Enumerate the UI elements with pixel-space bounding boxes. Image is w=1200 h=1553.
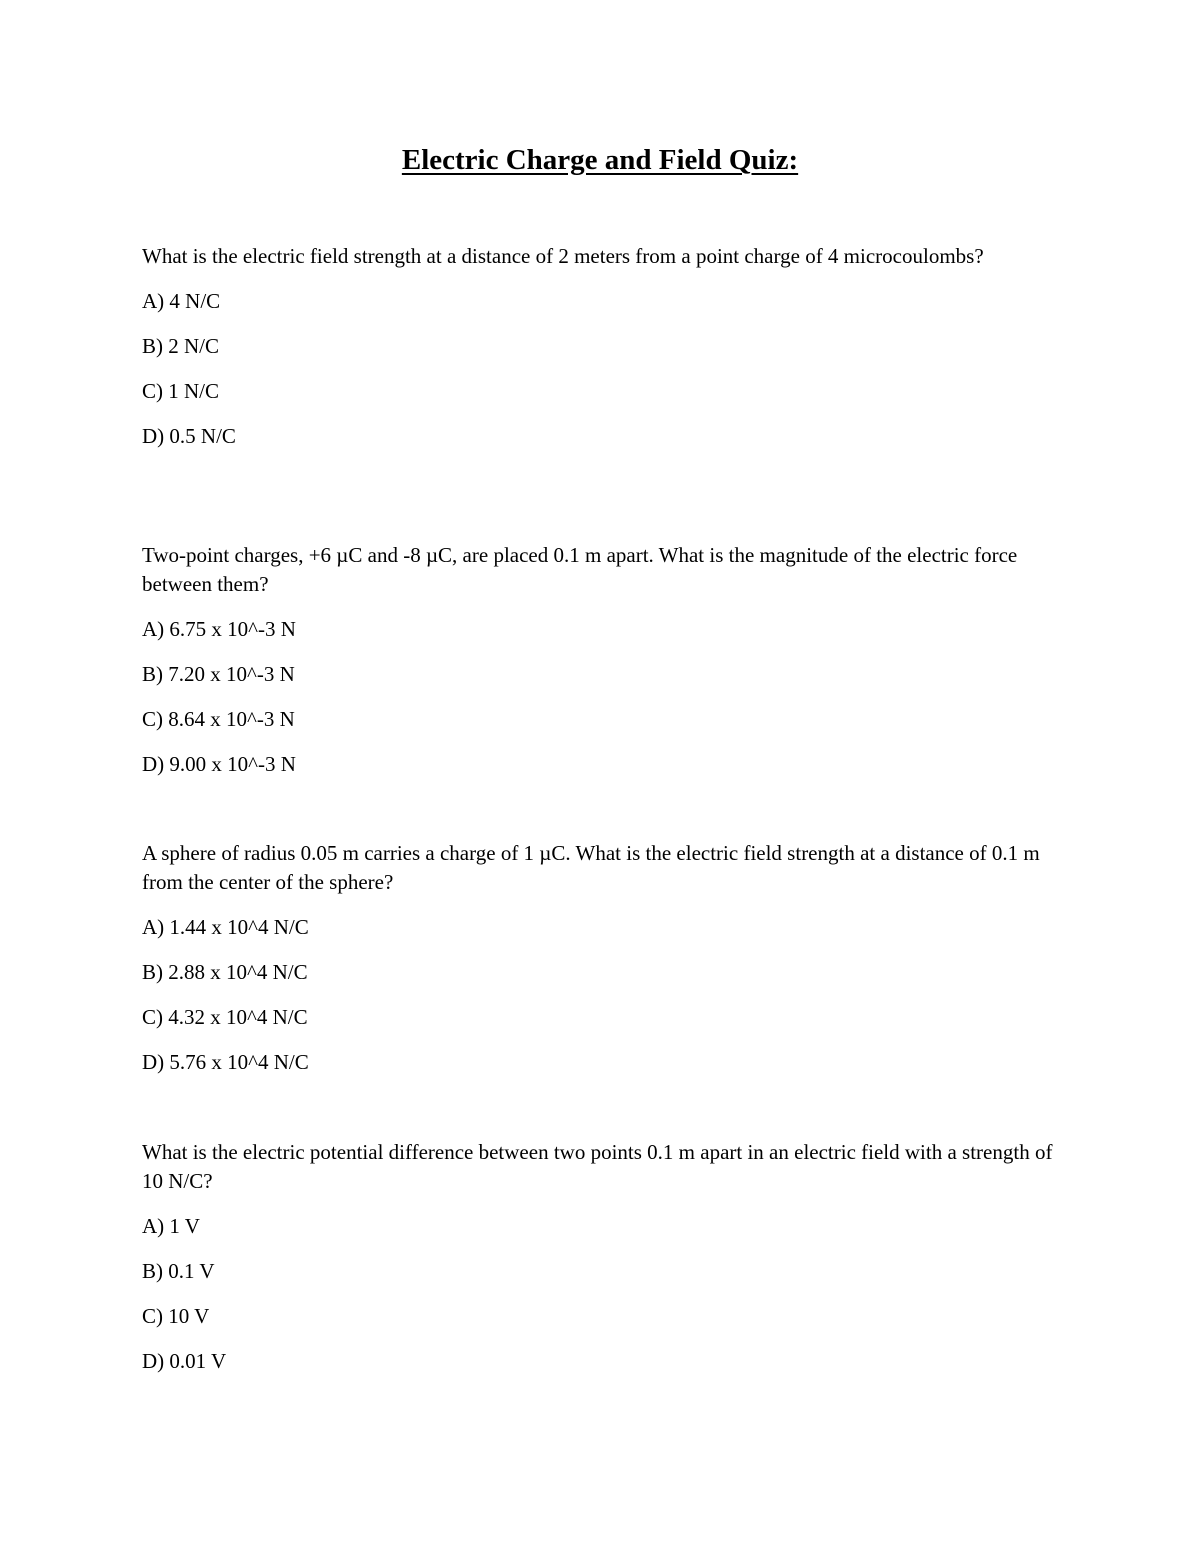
option-a: A) 4 N/C	[142, 289, 221, 313]
option-c: C) 1 N/C	[142, 379, 220, 403]
option-c: C) 8.64 x 10^-3 N	[142, 707, 295, 731]
question-1	[142, 242, 1072, 451]
option-a: A) 6.75 x 10^-3 N	[142, 617, 296, 641]
option-d: D) 0.01 V	[142, 1349, 227, 1373]
question-2	[142, 541, 1072, 779]
option-a: A) 1 V	[142, 1214, 200, 1238]
option-d: D) 5.76 x 10^4 N/C	[142, 1050, 309, 1074]
question-text: What is the electric potential difference between two points 0.1 m apart in an electric field with a strength of 10 N/C?	[142, 1140, 1053, 1193]
option-c: C) 4.32 x 10^4 N/C	[142, 1005, 308, 1029]
option-a: A) 1.44 x 10^4 N/C	[142, 915, 309, 939]
question-text: Two-point charges, +6 µC and -8 µC, are placed 0.1 m apart. What is the magnitude of the electric force between them?	[142, 543, 1018, 596]
option-b: B) 2.88 x 10^4 N/C	[142, 960, 308, 984]
option-c: C) 10 V	[142, 1304, 210, 1328]
option-b: B) 7.20 x 10^-3 N	[142, 662, 295, 686]
option-d: D) 9.00 x 10^-3 N	[142, 752, 296, 776]
question-4	[142, 1138, 1072, 1376]
question-text: A sphere of radius 0.05 m carries a charge of 1 µC. What is the electric field strength at a distance of 0.1 m from the center of the sphere?	[142, 841, 1040, 894]
question-3	[142, 839, 1072, 1077]
option-b: B) 2 N/C	[142, 334, 220, 358]
question-text: What is the electric field strength at a distance of 2 meters from a point charge of 4 microcoulombs?	[142, 244, 984, 268]
option-b: B) 0.1 V	[142, 1259, 215, 1283]
option-d: D) 0.5 N/C	[142, 424, 236, 448]
page-title: Electric Charge and Field Quiz:	[401, 144, 799, 176]
